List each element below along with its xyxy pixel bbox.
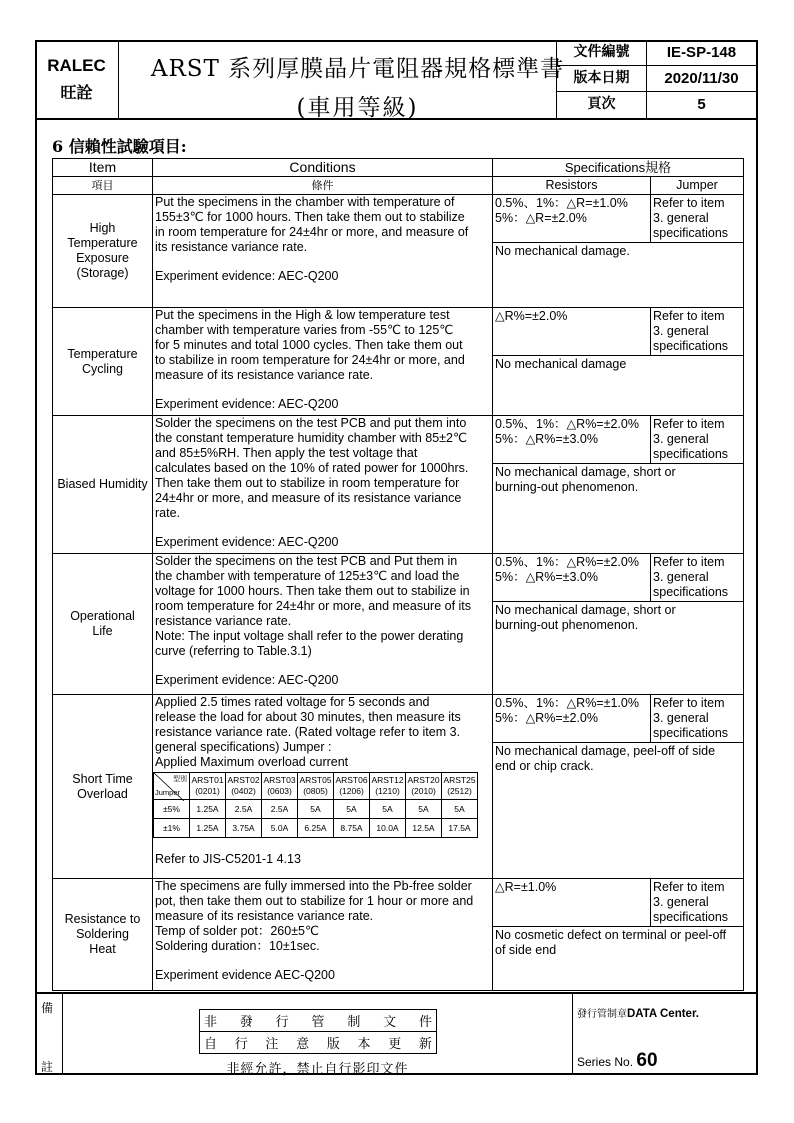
spec-mechanical: No mechanical damage.: [495, 244, 630, 258]
stamp-char: 制: [347, 1015, 361, 1030]
item-cell: High Temperature Exposure (Storage): [53, 195, 153, 308]
meta-key: 文件編號: [557, 40, 647, 65]
stamp-char: 意: [296, 1037, 310, 1052]
overload-value: 8.75A: [334, 819, 370, 838]
type-name: ARST03: [263, 775, 296, 785]
copy-notice: 非經允許，禁止自行影印文件: [226, 1062, 409, 1077]
header-conditions: Conditions: [153, 159, 493, 177]
series-number: [577, 1050, 658, 1072]
overload-value: 3.75A: [226, 819, 262, 838]
overload-row: [154, 819, 478, 838]
title-line1: ARST 系列厚膜晶片電阻器規格標準書: [150, 56, 565, 82]
overload-corner: [154, 773, 190, 800]
company-logo: [35, 40, 119, 118]
document-meta: [556, 40, 756, 118]
stamp-char: 發: [239, 1015, 253, 1030]
control-en: DATA Center.: [627, 1008, 699, 1020]
overload-type-header: [298, 773, 334, 800]
stamp-char: 件: [418, 1015, 432, 1030]
overload-type-header: [406, 773, 442, 800]
stamp-char: 本: [357, 1037, 371, 1052]
control-stamp: [199, 1009, 437, 1054]
meta-page: [557, 92, 756, 118]
specifications-cell: [493, 308, 744, 416]
type-size: (0603): [267, 786, 292, 796]
specifications-cell: [493, 879, 744, 991]
spec-mechanical: No mechanical damage, short or burning-out phenomenon.: [495, 465, 676, 494]
overload-row-label: ±5%: [154, 800, 190, 819]
corner-top: 型別: [173, 775, 187, 783]
header-conditions-cn: 條件: [153, 177, 493, 195]
stamp-char: 自: [204, 1037, 218, 1052]
stamp-line1: [200, 1010, 436, 1031]
type-name: ARST12: [371, 775, 404, 785]
section-title: 6 信賴性試驗項目:: [52, 137, 187, 156]
overload-type-header: [442, 773, 478, 800]
conditions-text: Applied 2.5 times rated voltage for 5 seconds and release the load for about 30 minutes, then measure its resistance variance rate. (Rated voltage refer to item 3. general specifications) Jumper : Applied Maximum overload current: [155, 695, 461, 769]
type-size: (0805): [303, 786, 328, 796]
type-size: (2512): [447, 786, 472, 796]
conditions-text: Put the specimens in the chamber with temperature of 155±3℃ for 1000 hours. Then take them out to stabilize in room temperature for 24±4hr or more, and measure of its resistance variance rate.: [155, 195, 469, 254]
overload-type-header: [226, 773, 262, 800]
document-header: [35, 40, 758, 120]
spec-jumper: Refer to item 3. general specifications: [653, 417, 729, 461]
item-cell: Operational Life: [53, 554, 153, 695]
table-row: [53, 416, 744, 554]
evidence-text: Experiment evidence: AEC-Q200: [155, 269, 339, 283]
document-footer: [35, 992, 758, 1075]
item-cell: Biased Humidity: [53, 416, 153, 554]
reliability-test-table: [52, 158, 744, 991]
conditions-cell: [153, 554, 493, 695]
overload-row: [154, 800, 478, 819]
spec-resistors: 0.5%、1%：△R%=±1.0% 5%：△R%=±2.0%: [493, 695, 651, 742]
footer-middle: [63, 994, 573, 1075]
stamp-char: 更: [388, 1037, 402, 1052]
table-subheader-row: [53, 177, 744, 195]
specifications-cell: [493, 195, 744, 308]
spec-jumper: Refer to item 3. general specifications: [653, 309, 729, 353]
control-cn: 發行管制章: [577, 1009, 627, 1020]
conditions-cell: [153, 308, 493, 416]
header-resistors: Resistors: [493, 177, 651, 195]
conditions-text: Solder the specimens on the test PCB and Put them in the chamber with temperature of 125±3℃ and load the voltage for 1000 hours. Then take them out to stabilize in room temperature for 24±4hr or more, and measure of its resistance variance rate. Note: The input voltage shall refer to the power derating curve (referring to Table.3.1): [155, 554, 472, 658]
spec-values: [493, 879, 743, 927]
item-cell: Temperature Cycling: [53, 308, 153, 416]
stamp-char: 管: [311, 1015, 325, 1030]
overload-type-header: [334, 773, 370, 800]
type-size: (1210): [375, 786, 400, 796]
overload-value: 5A: [370, 800, 406, 819]
overload-value: 2.5A: [226, 800, 262, 819]
type-name: ARST25: [443, 775, 476, 785]
evidence-text: Experiment evidence: AEC-Q200: [155, 673, 339, 687]
evidence-text: Experiment evidence: AEC-Q200: [155, 397, 339, 411]
type-size: (0201): [195, 786, 220, 796]
stamp-line2: [200, 1031, 436, 1053]
meta-version-date: [557, 66, 756, 92]
spec-values: [493, 695, 743, 743]
overload-value: 5A: [442, 800, 478, 819]
overload-header-row: [154, 773, 478, 800]
table-row: [53, 695, 744, 879]
overload-value: 12.5A: [406, 819, 442, 838]
table-body: [53, 195, 744, 991]
spec-resistors: 0.5%、1%：△R=±1.0% 5%：△R=±2.0%: [493, 195, 651, 242]
stamp-char: 行: [234, 1037, 248, 1052]
overload-type-header: [190, 773, 226, 800]
type-name: ARST02: [227, 775, 260, 785]
meta-value: IE-SP-148: [666, 44, 737, 61]
overload-value: 5.0A: [262, 819, 298, 838]
item-cell: Resistance to Soldering Heat: [53, 879, 153, 991]
conditions-text: Solder the specimens on the test PCB and put them into the constant temperature humidity chamber with 85±2℃ and 85±5%RH. Then apply the test voltage that calculates based on the 10% of rated power for 1000hrs. Then take them out to stabilize in room temperature for 24±4hr or more, and measure of its resistance variance rate.: [155, 416, 469, 520]
type-name: ARST20: [407, 775, 440, 785]
meta-key: 版本日期: [557, 66, 647, 91]
table-row: [53, 879, 744, 991]
conditions-cell: [153, 195, 493, 308]
table-row: [53, 308, 744, 416]
document-title: [119, 40, 596, 121]
overload-value: 17.5A: [442, 819, 478, 838]
remark-label-top: 備: [41, 1001, 54, 1015]
spec-jumper: Refer to item 3. general specifications: [653, 696, 729, 740]
logo-en: RALEC: [47, 56, 106, 75]
overload-value: 5A: [406, 800, 442, 819]
spec-values: [493, 554, 743, 602]
overload-current-table: [153, 772, 478, 838]
spec-resistors: △R%=±2.0%: [493, 308, 651, 355]
stamp-char: 行: [275, 1015, 289, 1030]
conditions-cell: [153, 416, 493, 554]
type-size: (2010): [411, 786, 436, 796]
overload-type-header: [262, 773, 298, 800]
spec-resistors: 0.5%、1%：△R%=±2.0% 5%：△R%=±3.0%: [493, 554, 651, 601]
conditions-cell: [153, 695, 493, 879]
spec-resistors: △R=±1.0%: [493, 879, 651, 926]
footer-control: [573, 994, 756, 1075]
header-specifications: Specifications規格: [493, 159, 744, 177]
spec-resistors: 0.5%、1%：△R%=±2.0% 5%：△R%=±3.0%: [493, 416, 651, 463]
stamp-char: 版: [326, 1037, 340, 1052]
spec-jumper: Refer to item 3. general specifications: [653, 196, 729, 240]
specifications-cell: [493, 695, 744, 879]
specifications-cell: [493, 554, 744, 695]
type-name: ARST05: [299, 775, 332, 785]
spec-mechanical: No mechanical damage, peel-off of side end or chip crack.: [495, 744, 716, 773]
overload-value: 10.0A: [370, 819, 406, 838]
evidence-text: Experiment evidence: AEC-Q200: [155, 535, 339, 549]
overload-value: 1.25A: [190, 819, 226, 838]
spec-mechanical: No mechanical damage: [495, 357, 627, 371]
table-row: [53, 554, 744, 695]
specifications-cell: [493, 416, 744, 554]
conditions-text: The specimens are fully immersed into the Pb-free solder pot, then take them out to stabilize for 1 hour or more and measure of its resistance variance rate. Temp of solder pot：260±5℃ Soldering duration：10±1sec.: [155, 879, 474, 953]
evidence-text: Refer to JIS-C5201-1 4.13: [155, 852, 301, 866]
stamp-char: 注: [265, 1037, 279, 1052]
conditions-cell: [153, 879, 493, 991]
logo-cn: 旺詮: [60, 83, 93, 102]
control-stamp-label: [577, 1005, 699, 1020]
type-name: ARST06: [335, 775, 368, 785]
header-jumper: Jumper: [651, 177, 744, 195]
overload-row-label: ±1%: [154, 819, 190, 838]
overload-value: 5A: [298, 800, 334, 819]
type-size: (1206): [339, 786, 364, 796]
meta-value: 5: [697, 96, 706, 113]
overload-type-header: [370, 773, 406, 800]
header-item-cn: 項目: [53, 177, 153, 195]
meta-key: 頁次: [557, 92, 647, 118]
footer-remarks: [35, 994, 63, 1075]
spec-mechanical: No mechanical damage, short or burning-out phenomenon.: [495, 603, 676, 632]
type-size: (0402): [231, 786, 256, 796]
spec-values: [493, 195, 743, 243]
conditions-text: Put the specimens in the High & low temperature test chamber with temperature varies from -55℃ to 125℃ for 5 minutes and total 1000 cycles. Then take them out to stabilize in room temperature for 24±4hr or more, and measure of its resistance variance rate.: [155, 308, 465, 382]
table-header-row: [53, 159, 744, 177]
overload-value: 6.25A: [298, 819, 334, 838]
series-value: 60: [636, 1050, 658, 1071]
evidence-text: Experiment evidence AEC-Q200: [155, 968, 335, 982]
series-label: Series No.: [577, 1055, 634, 1069]
spec-jumper: Refer to item 3. general specifications: [653, 555, 729, 599]
type-name: ARST01: [191, 775, 224, 785]
spec-values: [493, 416, 743, 464]
stamp-char: 非: [204, 1015, 218, 1030]
overload-value: 1.25A: [190, 800, 226, 819]
overload-value: 2.5A: [262, 800, 298, 819]
meta-doc-number: [557, 40, 756, 66]
table-row: [53, 195, 744, 308]
spec-jumper: Refer to item 3. general specifications: [653, 880, 729, 924]
stamp-char: 新: [418, 1037, 432, 1052]
spec-values: [493, 308, 743, 356]
meta-value: 2020/11/30: [664, 70, 739, 87]
corner-bottom: Jumper: [155, 788, 181, 797]
header-item: Item: [53, 159, 153, 177]
overload-value: 5A: [334, 800, 370, 819]
item-cell: Short Time Overload: [53, 695, 153, 879]
title-line2: (車用等級): [296, 95, 419, 121]
stamp-char: 文: [383, 1015, 397, 1030]
remark-label-bottom: 註: [41, 1060, 54, 1074]
spec-mechanical: No cosmetic defect on terminal or peel-off of side end: [495, 928, 727, 957]
